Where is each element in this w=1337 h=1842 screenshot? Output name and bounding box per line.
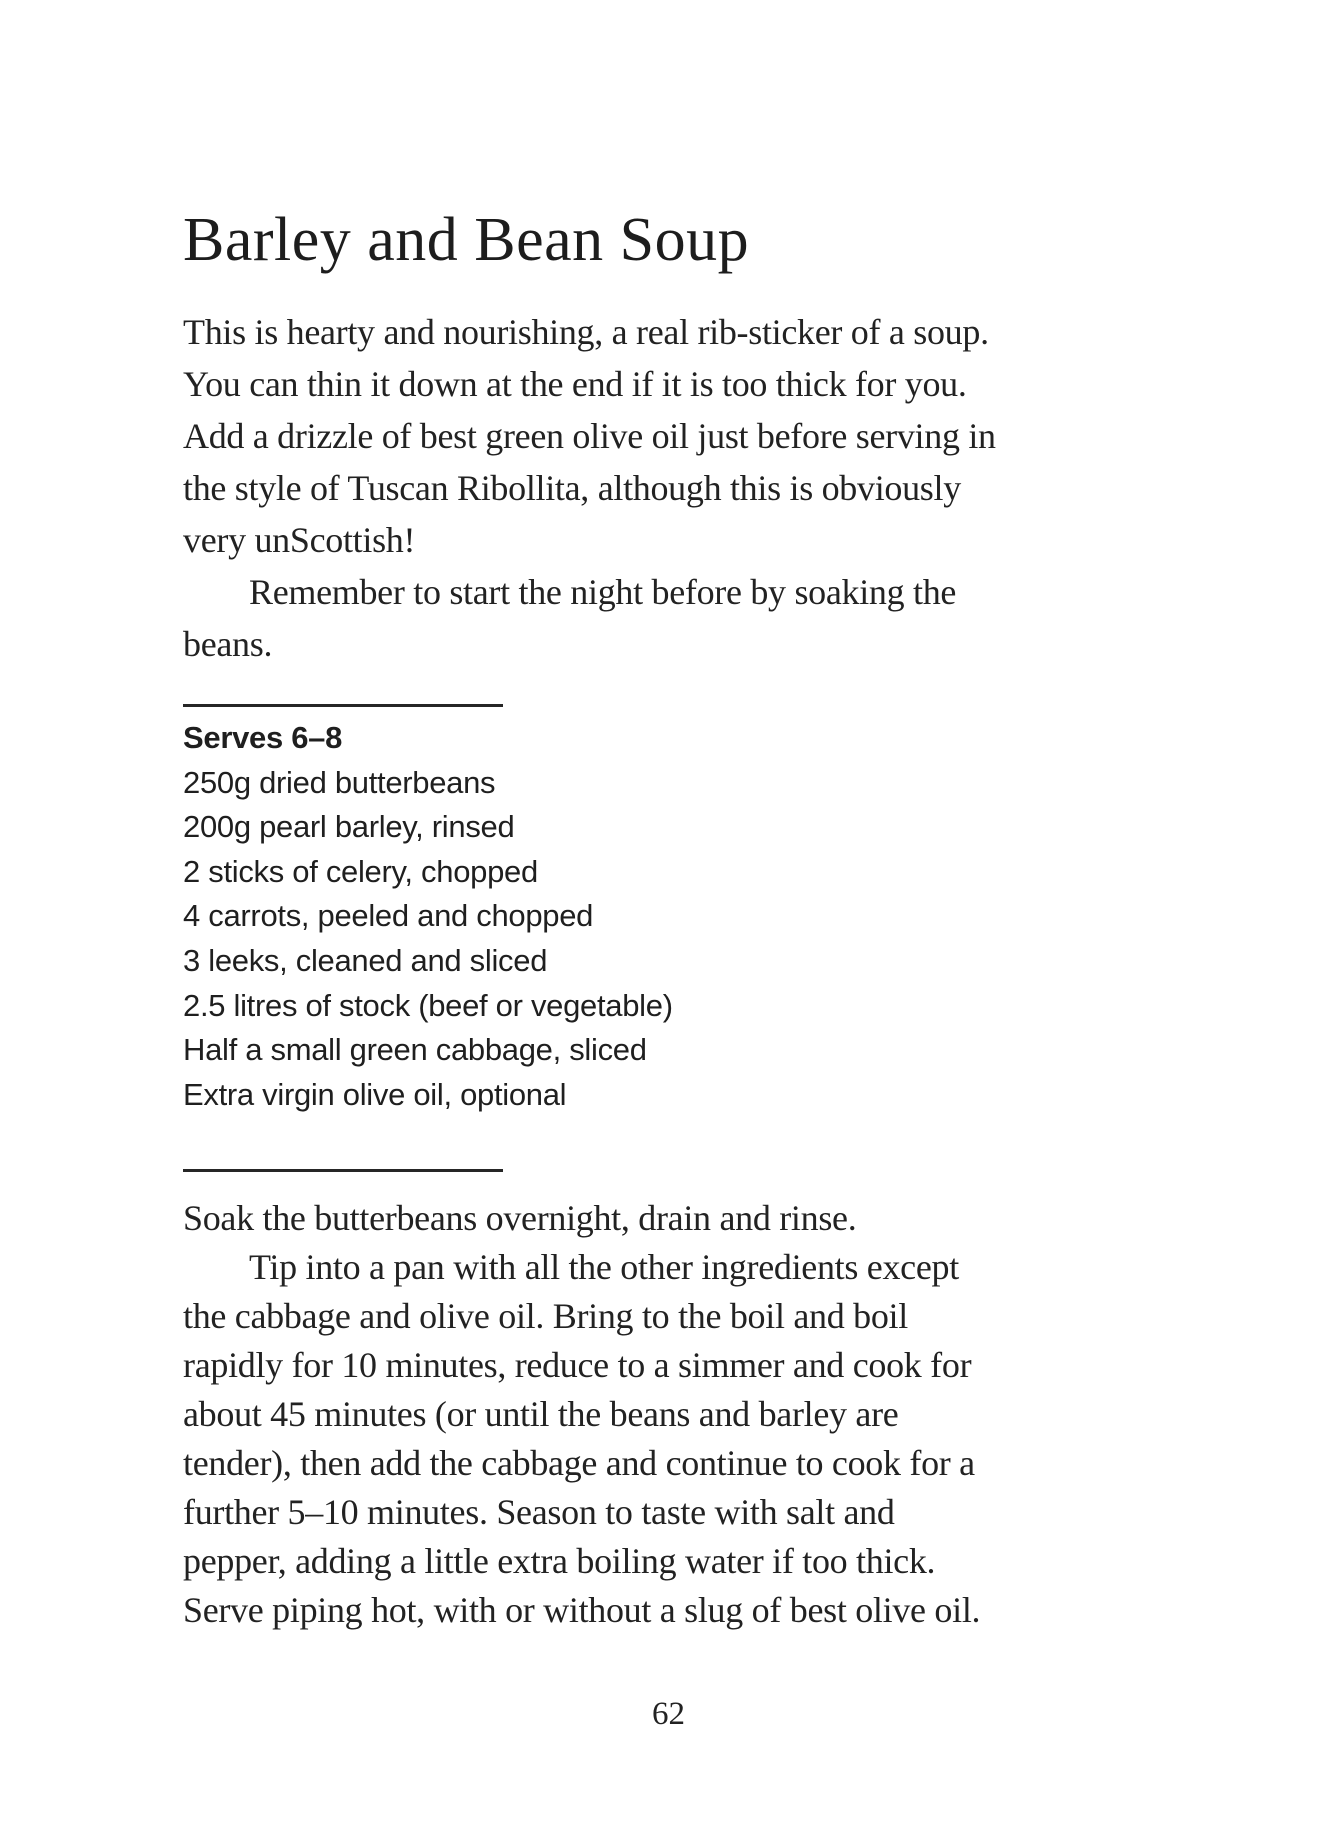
ingredient-line: 3 leeks, cleaned and sliced [183, 942, 548, 978]
ingredients-divider-bottom [183, 1169, 503, 1172]
page-title: Barley and Bean Soup [183, 205, 750, 274]
intro-line: Remember to start the night before by soaking the [249, 572, 957, 612]
method-line: tender), then add the cabbage and continue to cook for a [183, 1443, 975, 1483]
method-line: rapidly for 10 minutes, reduce to a simmer and cook for [183, 1345, 972, 1385]
method-line: Soak the butterbeans overnight, drain and rinse. [183, 1198, 857, 1238]
ingredient-line: Extra virgin olive oil, optional [183, 1076, 567, 1112]
intro-line: the style of Tuscan Ribollita, although this is obviously [183, 468, 961, 508]
ingredients-section [183, 716, 1193, 1117]
method-line: Tip into a pan with all the other ingredients except [249, 1247, 959, 1287]
ingredients-divider-top [183, 704, 503, 707]
intro-line: very unScottish! [183, 520, 416, 560]
ingredient-line: 2.5 litres of stock (beef or vegetable) [183, 987, 673, 1023]
intro-line: beans. [183, 624, 273, 664]
method-line: Serve piping hot, with or without a slug of best olive oil. [183, 1590, 981, 1630]
ingredient-line: Half a small green cabbage, sliced [183, 1032, 647, 1068]
ingredient-line: 200g pearl barley, rinsed [183, 809, 515, 845]
ingredient-line: 2 sticks of celery, chopped [183, 853, 538, 889]
intro-line: Add a drizzle of best green olive oil just before serving in [183, 416, 996, 456]
method-paragraph [183, 1194, 1193, 1635]
method-line: the cabbage and olive oil. Bring to the boil and boil [183, 1296, 908, 1336]
method-line: about 45 minutes (or until the beans and barley are [183, 1394, 899, 1434]
page-number: 62 [652, 1696, 685, 1732]
method-line: further 5–10 minutes. Season to taste with salt and [183, 1492, 895, 1532]
ingredient-line: 4 carrots, peeled and chopped [183, 898, 594, 934]
intro-paragraph [183, 306, 1193, 670]
ingredients-list [183, 761, 1193, 1118]
intro-line: You can thin it down at the end if it is too thick for you. [183, 364, 967, 404]
method-line: pepper, adding a little extra boiling water if too thick. [183, 1541, 936, 1581]
intro-line: This is hearty and nourishing, a real rib-sticker of a soup. [183, 312, 989, 352]
serves-label: Serves 6–8 [183, 720, 343, 755]
ingredient-line: 250g dried butterbeans [183, 764, 496, 800]
